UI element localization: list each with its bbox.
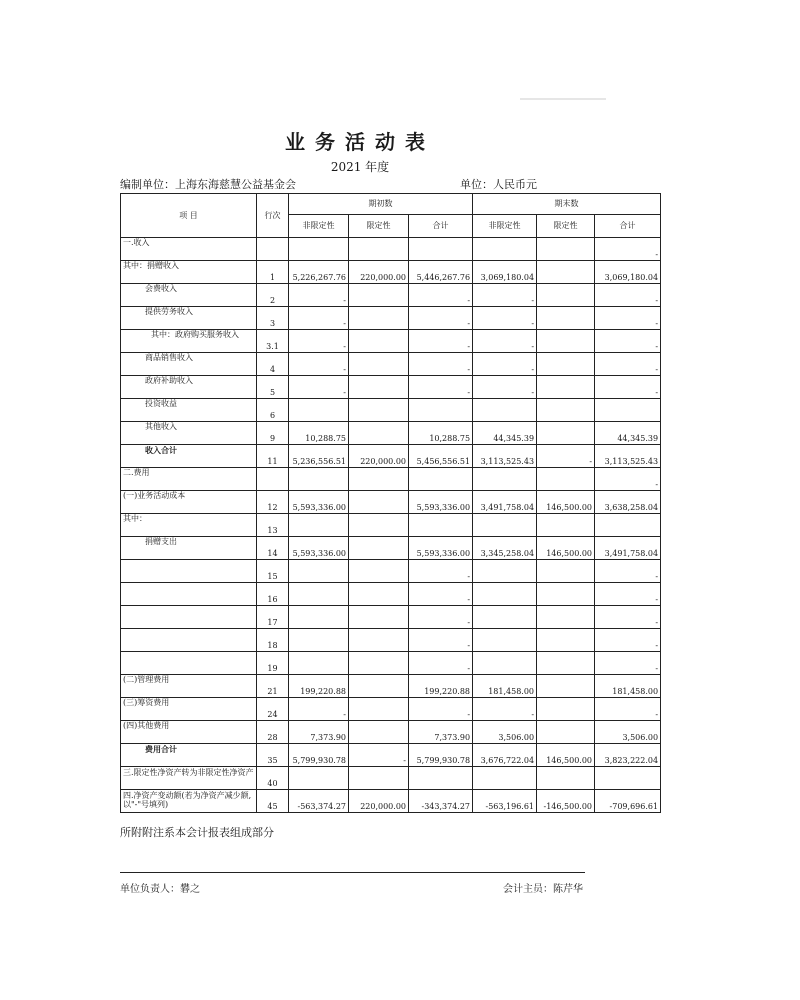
row-line: 45 [257, 790, 289, 813]
cell-closing-restricted [537, 376, 595, 399]
cell-closing-unrestricted [473, 629, 537, 652]
cell-opening-total: - [409, 606, 473, 629]
currency-label: 单位：人民币元 [460, 178, 537, 191]
cell-opening-total: 5,799,930.78 [409, 744, 473, 767]
row-item: 二.费用 [121, 468, 257, 491]
cell-opening-total: -343,374.27 [409, 790, 473, 813]
row-line: 19 [257, 652, 289, 675]
cell-opening-restricted [349, 353, 409, 376]
cell-opening-total [409, 468, 473, 491]
cell-opening-restricted [349, 537, 409, 560]
cell-opening-total: 5,456,556.51 [409, 445, 473, 468]
cell-closing-total: - [595, 307, 661, 330]
cell-closing-unrestricted: 44,345.39 [473, 422, 537, 445]
cell-closing-restricted [537, 652, 595, 675]
row-line: 17 [257, 606, 289, 629]
cell-closing-unrestricted [473, 238, 537, 261]
cell-opening-total: 199,220.88 [409, 675, 473, 698]
cell-opening-total: 5,593,336.00 [409, 537, 473, 560]
row-item: (四)其他费用 [121, 721, 257, 744]
cell-closing-total: -709,696.61 [595, 790, 661, 813]
cell-opening-unrestricted: - [289, 353, 349, 376]
row-line: 15 [257, 560, 289, 583]
row-item: 费用合计 [121, 744, 257, 767]
table-row [121, 399, 661, 422]
cell-closing-total: - [595, 652, 661, 675]
table-row [121, 629, 661, 652]
cell-closing-restricted [537, 238, 595, 261]
report-year: 2021 年度 [330, 160, 390, 174]
cell-closing-total: - [595, 606, 661, 629]
cell-closing-unrestricted [473, 560, 537, 583]
scan-mark [520, 98, 606, 100]
cell-closing-restricted [537, 261, 595, 284]
cell-closing-restricted [537, 606, 595, 629]
cell-opening-unrestricted [289, 652, 349, 675]
cell-closing-unrestricted [473, 468, 537, 491]
cell-closing-unrestricted [473, 514, 537, 537]
cell-opening-unrestricted [289, 606, 349, 629]
cell-opening-restricted [349, 721, 409, 744]
table-row [121, 744, 661, 767]
table-row [121, 583, 661, 606]
cell-closing-unrestricted [473, 606, 537, 629]
cell-opening-total: 5,446,267.76 [409, 261, 473, 284]
row-item: 会费收入 [121, 284, 257, 307]
table-row [121, 330, 661, 353]
header-opening: 期初数 [289, 194, 473, 215]
row-line: 4 [257, 353, 289, 376]
divider [120, 872, 585, 873]
cell-closing-unrestricted: - [473, 330, 537, 353]
cell-closing-restricted: 146,500.00 [537, 537, 595, 560]
cell-opening-unrestricted: - [289, 376, 349, 399]
cell-opening-unrestricted [289, 629, 349, 652]
cell-closing-restricted: -146,500.00 [537, 790, 595, 813]
cell-closing-restricted [537, 399, 595, 422]
row-line: 5 [257, 376, 289, 399]
cell-closing-restricted [537, 307, 595, 330]
cell-opening-total: - [409, 652, 473, 675]
cell-opening-restricted [349, 767, 409, 790]
table-row [121, 376, 661, 399]
cell-opening-total: - [409, 583, 473, 606]
cell-closing-restricted: 146,500.00 [537, 744, 595, 767]
row-line: 11 [257, 445, 289, 468]
header-opening-restricted: 限定性 [349, 215, 409, 238]
cell-opening-unrestricted [289, 560, 349, 583]
header-opening-unrestricted: 非限定性 [289, 215, 349, 238]
row-line: 3.1 [257, 330, 289, 353]
row-item: 一.收入 [121, 238, 257, 261]
table-row [121, 238, 661, 261]
cell-opening-total [409, 238, 473, 261]
row-item: 其中：捐赠收入 [121, 261, 257, 284]
org-label: 编制单位：上海东海慈慧公益基金会 [120, 178, 296, 191]
cell-opening-total: - [409, 698, 473, 721]
cell-opening-unrestricted [289, 583, 349, 606]
row-line: 28 [257, 721, 289, 744]
cell-closing-restricted [537, 284, 595, 307]
row-line: 14 [257, 537, 289, 560]
cell-opening-restricted: - [349, 744, 409, 767]
cell-opening-restricted [349, 675, 409, 698]
row-line: 3 [257, 307, 289, 330]
row-line: 40 [257, 767, 289, 790]
cell-opening-total [409, 514, 473, 537]
cell-opening-restricted [349, 514, 409, 537]
cell-closing-restricted [537, 514, 595, 537]
cell-opening-unrestricted: 7,373.90 [289, 721, 349, 744]
cell-opening-unrestricted [289, 514, 349, 537]
cell-closing-total: - [595, 560, 661, 583]
cell-opening-unrestricted: -563,374.27 [289, 790, 349, 813]
cell-opening-restricted [349, 560, 409, 583]
cell-closing-total: 44,345.39 [595, 422, 661, 445]
table-row [121, 675, 661, 698]
cell-closing-unrestricted: - [473, 353, 537, 376]
cell-opening-restricted [349, 330, 409, 353]
row-line: 16 [257, 583, 289, 606]
cell-closing-unrestricted [473, 399, 537, 422]
signature-head: 单位负责人：礬之 [120, 884, 200, 895]
cell-closing-restricted: 146,500.00 [537, 491, 595, 514]
header-closing-total: 合计 [595, 215, 661, 238]
cell-opening-total: - [409, 330, 473, 353]
cell-closing-restricted [537, 629, 595, 652]
cell-closing-restricted [537, 468, 595, 491]
cell-opening-total: - [409, 284, 473, 307]
table-row [121, 767, 661, 790]
row-item: 四.净资产变动额(若为净资产减少额,以"-"号填列) [121, 790, 257, 813]
cell-closing-restricted [537, 698, 595, 721]
row-item: 捐赠支出 [121, 537, 257, 560]
table-row [121, 514, 661, 537]
row-item [121, 629, 257, 652]
cell-closing-total: 3,069,180.04 [595, 261, 661, 284]
row-line: 21 [257, 675, 289, 698]
row-line [257, 238, 289, 261]
row-item [121, 652, 257, 675]
cell-closing-total: - [595, 330, 661, 353]
cell-closing-total: - [595, 284, 661, 307]
row-line: 24 [257, 698, 289, 721]
row-item: 投资收益 [121, 399, 257, 422]
cell-closing-restricted [537, 767, 595, 790]
cell-closing-unrestricted: - [473, 376, 537, 399]
row-item: 其中：政府购买服务收入 [121, 330, 257, 353]
cell-closing-unrestricted [473, 652, 537, 675]
cell-closing-unrestricted: 3,069,180.04 [473, 261, 537, 284]
row-line: 18 [257, 629, 289, 652]
cell-closing-unrestricted: 3,345,258.04 [473, 537, 537, 560]
table-row [121, 422, 661, 445]
row-line: 12 [257, 491, 289, 514]
cell-closing-restricted [537, 675, 595, 698]
table-row [121, 721, 661, 744]
cell-closing-unrestricted: -563,196.61 [473, 790, 537, 813]
header-line: 行次 [257, 194, 289, 238]
cell-closing-total [595, 514, 661, 537]
cell-closing-restricted [537, 422, 595, 445]
cell-closing-unrestricted: - [473, 307, 537, 330]
row-item: (一)业务活动成本 [121, 491, 257, 514]
cell-opening-unrestricted: - [289, 284, 349, 307]
cell-closing-total [595, 399, 661, 422]
cell-closing-total: - [595, 629, 661, 652]
cell-closing-total: 3,113,525.43 [595, 445, 661, 468]
cell-opening-total: - [409, 376, 473, 399]
cell-closing-unrestricted [473, 767, 537, 790]
row-line: 6 [257, 399, 289, 422]
footnote: 所附附注系本会计报表组成部分 [120, 826, 274, 839]
cell-closing-total: 3,638,258.04 [595, 491, 661, 514]
cell-opening-unrestricted [289, 767, 349, 790]
cell-closing-unrestricted: 3,491,758.04 [473, 491, 537, 514]
cell-opening-unrestricted: 5,593,336.00 [289, 537, 349, 560]
cell-opening-restricted [349, 583, 409, 606]
cell-opening-restricted [349, 652, 409, 675]
cell-opening-unrestricted: 5,593,336.00 [289, 491, 349, 514]
table-row [121, 537, 661, 560]
row-item [121, 606, 257, 629]
header-closing-unrestricted: 非限定性 [473, 215, 537, 238]
cell-closing-unrestricted: 3,676,722.04 [473, 744, 537, 767]
cell-opening-restricted [349, 376, 409, 399]
cell-closing-total: 3,823,222.04 [595, 744, 661, 767]
cell-opening-unrestricted: 5,226,267.76 [289, 261, 349, 284]
signature-accountant: 会计主员：陈芹华 [503, 884, 583, 895]
cell-opening-unrestricted: - [289, 307, 349, 330]
document-title: 业务活动表 [285, 130, 435, 154]
cell-opening-total [409, 399, 473, 422]
row-line: 35 [257, 744, 289, 767]
cell-closing-restricted: - [537, 445, 595, 468]
table-row [121, 284, 661, 307]
cell-opening-restricted [349, 698, 409, 721]
cell-opening-restricted [349, 307, 409, 330]
cell-closing-restricted [537, 330, 595, 353]
row-item [121, 583, 257, 606]
cell-closing-total: - [595, 698, 661, 721]
table-row [121, 445, 661, 468]
row-line: 13 [257, 514, 289, 537]
table-row [121, 261, 661, 284]
cell-opening-restricted: 220,000.00 [349, 445, 409, 468]
cell-opening-restricted [349, 399, 409, 422]
cell-opening-total: - [409, 307, 473, 330]
table-row [121, 307, 661, 330]
cell-opening-total: - [409, 629, 473, 652]
cell-opening-unrestricted [289, 238, 349, 261]
cell-closing-total: - [595, 468, 661, 491]
cell-opening-unrestricted [289, 468, 349, 491]
table-row [121, 652, 661, 675]
cell-opening-total: 7,373.90 [409, 721, 473, 744]
cell-closing-unrestricted: - [473, 698, 537, 721]
cell-closing-restricted [537, 583, 595, 606]
table-row [121, 560, 661, 583]
cell-closing-total: - [595, 238, 661, 261]
cell-opening-restricted [349, 284, 409, 307]
cell-opening-total: 5,593,336.00 [409, 491, 473, 514]
cell-opening-total [409, 767, 473, 790]
cell-opening-restricted [349, 468, 409, 491]
header-closing-restricted: 限定性 [537, 215, 595, 238]
cell-closing-total: 3,506.00 [595, 721, 661, 744]
cell-opening-restricted [349, 422, 409, 445]
table-row [121, 606, 661, 629]
cell-closing-total: - [595, 353, 661, 376]
cell-closing-total: 181,458.00 [595, 675, 661, 698]
cell-closing-unrestricted: 181,458.00 [473, 675, 537, 698]
cell-opening-unrestricted: 5,799,930.78 [289, 744, 349, 767]
cell-opening-unrestricted: 199,220.88 [289, 675, 349, 698]
header-closing: 期末数 [473, 194, 661, 215]
row-line [257, 468, 289, 491]
cell-closing-restricted [537, 560, 595, 583]
row-item: (二)管理费用 [121, 675, 257, 698]
cell-opening-restricted [349, 238, 409, 261]
cell-closing-total: 3,491,758.04 [595, 537, 661, 560]
row-item: 商品销售收入 [121, 353, 257, 376]
row-line: 2 [257, 284, 289, 307]
cell-opening-unrestricted [289, 399, 349, 422]
row-item: (三)筹资费用 [121, 698, 257, 721]
cell-opening-total: - [409, 353, 473, 376]
cell-closing-restricted [537, 721, 595, 744]
header-item: 项 目 [121, 194, 257, 238]
table-row [121, 468, 661, 491]
cell-closing-restricted [537, 353, 595, 376]
row-item: 提供劳务收入 [121, 307, 257, 330]
cell-opening-unrestricted: - [289, 698, 349, 721]
cell-opening-unrestricted: 5,236,556.51 [289, 445, 349, 468]
cell-closing-unrestricted: 3,506.00 [473, 721, 537, 744]
cell-opening-restricted: 220,000.00 [349, 790, 409, 813]
cell-opening-restricted [349, 629, 409, 652]
cell-closing-unrestricted [473, 583, 537, 606]
cell-opening-total: - [409, 560, 473, 583]
header-opening-total: 合计 [409, 215, 473, 238]
row-item: 其他收入 [121, 422, 257, 445]
cell-opening-unrestricted: - [289, 330, 349, 353]
row-line: 9 [257, 422, 289, 445]
table-row [121, 698, 661, 721]
cell-closing-unrestricted: 3,113,525.43 [473, 445, 537, 468]
row-item: 其中： [121, 514, 257, 537]
cell-closing-total: - [595, 376, 661, 399]
cell-opening-unrestricted: 10,288.75 [289, 422, 349, 445]
row-line: 1 [257, 261, 289, 284]
table-row [121, 353, 661, 376]
cell-closing-total [595, 767, 661, 790]
cell-closing-unrestricted: - [473, 284, 537, 307]
table-row [121, 790, 661, 813]
activity-table [120, 193, 661, 813]
row-item: 收入合计 [121, 445, 257, 468]
cell-opening-restricted [349, 491, 409, 514]
cell-opening-total: 10,288.75 [409, 422, 473, 445]
cell-closing-total: - [595, 583, 661, 606]
cell-opening-restricted: 220,000.00 [349, 261, 409, 284]
table-row [121, 491, 661, 514]
row-item [121, 560, 257, 583]
row-item: 三.限定性净资产转为非限定性净资产 [121, 767, 257, 790]
cell-opening-restricted [349, 606, 409, 629]
row-item: 政府补助收入 [121, 376, 257, 399]
